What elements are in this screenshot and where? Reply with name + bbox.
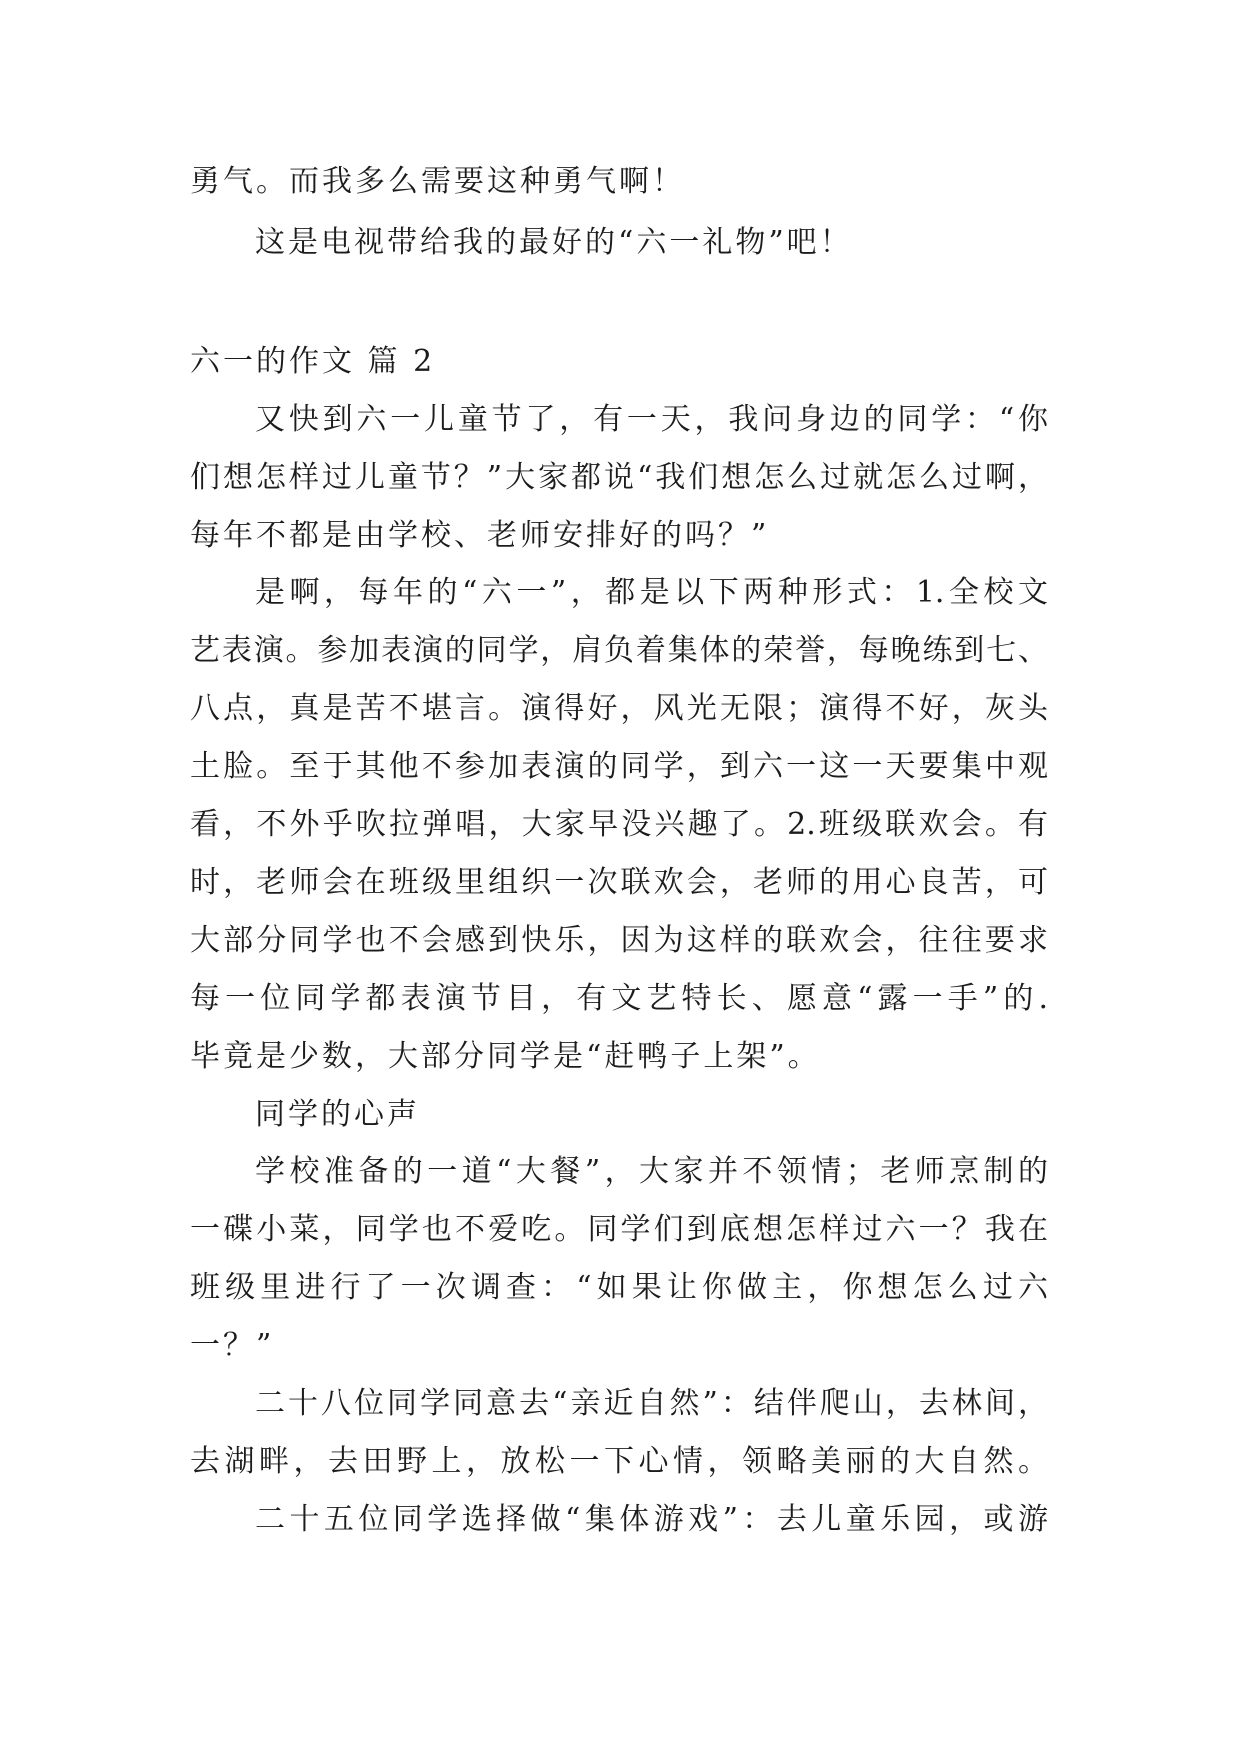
text-line: 二十五位同学选择做“集体游戏”：去儿童乐园，或游: [255, 1502, 1048, 1537]
text-line: 大部分同学也不会感到快乐，因为这样的联欢会，往往要求: [190, 923, 1048, 958]
text-line: 时，老师会在班级里组织一次联欢会，老师的用心良苦，可: [190, 865, 1048, 900]
text-line: 学校准备的一道“大餐”，大家并不领情；老师烹制的: [255, 1154, 1048, 1189]
text-line: 这是电视带给我的最好的“六一礼物”吧！: [255, 225, 853, 260]
text-line: 们想怎样过儿童节？”大家都说“我们想怎么过就怎么过啊，: [190, 460, 1048, 495]
text-line: 班级里进行了一次调查：“如果让你做主，你想怎么过六: [190, 1270, 1048, 1305]
text-line: 毕竟是少数，大部分同学是“赶鸭子上架”。: [190, 1039, 821, 1074]
section-heading: 六一的作文 篇 2: [190, 344, 436, 379]
text-line: 一？”: [190, 1328, 275, 1363]
text-line: 艺表演。参加表演的同学，肩负着集体的荣誉，每晚练到七、: [190, 633, 1048, 668]
text-line: 去湖畔，去田野上，放松一下心情，领略美丽的大自然。: [190, 1444, 1048, 1479]
text-line: 八点，真是苦不堪言。演得好，风光无限；演得不好，灰头: [190, 691, 1048, 726]
text-line: 一碟小菜，同学也不爱吃。同学们到底想怎样过六一？我在: [190, 1212, 1048, 1247]
text-line: 看，不外乎吹拉弹唱，大家早没兴趣了。2.班级联欢会。有: [190, 807, 1048, 842]
text-line: 土脸。至于其他不参加表演的同学，到六一这一天要集中观: [190, 749, 1048, 784]
text-line: 每一位同学都表演节目，有文艺特长、愿意“露一手”的.: [190, 981, 1048, 1016]
text-line: 是啊，每年的“六一”，都是以下两种形式：1.全校文: [255, 575, 1048, 610]
subheading: 同学的心声: [255, 1097, 420, 1132]
text-line: 二十八位同学同意去“亲近自然”：结伴爬山，去林间，: [255, 1386, 1048, 1421]
text-line: 又快到六一儿童节了，有一天，我问身边的同学：“你: [255, 402, 1048, 437]
text-line: 每年不都是由学校、老师安排好的吗？”: [190, 518, 770, 553]
text-line: 勇气。而我多么需要这种勇气啊！: [190, 164, 685, 199]
